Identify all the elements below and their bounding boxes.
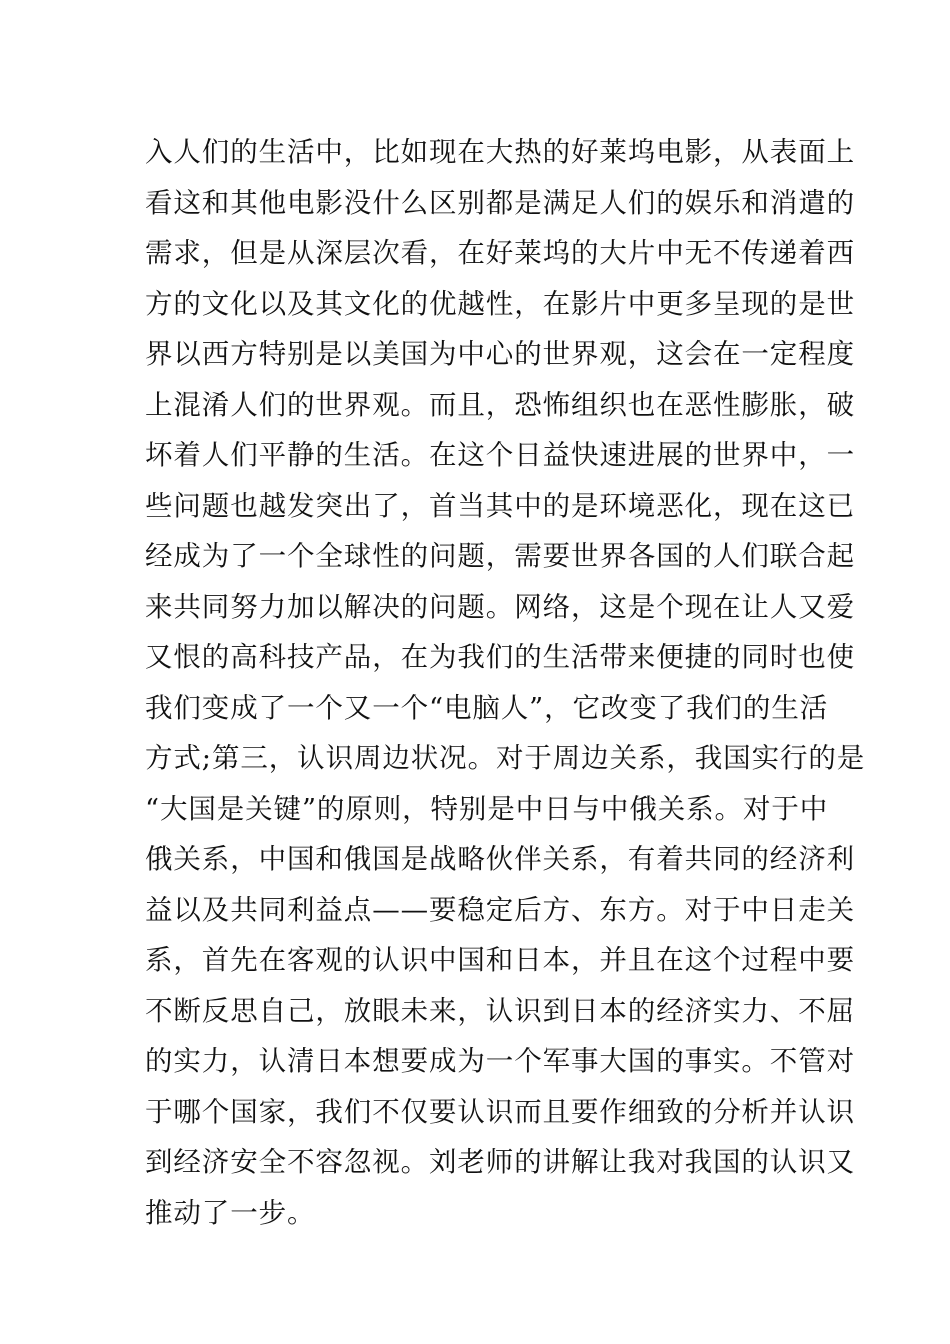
text-line: 于哪个国家，我们不仅要认识而且要作细致的分析并认识 (145, 1095, 855, 1128)
text-line: “大国是关键”的原则，特别是中日与中俄关系。对于中 (145, 792, 829, 825)
text-line: 来共同努力加以解决的问题。网络，这是个现在让人又爱 (145, 590, 855, 623)
text-line: 我们变成了一个又一个“电脑人”，它改变了我们的生活 (145, 691, 829, 724)
text-line: 看这和其他电影没什么区别都是满足人们的娱乐和消遣的 (145, 186, 855, 219)
text-line: 上混淆人们的世界观。而且，恐怖组织也在恶性膨胀，破 (145, 388, 855, 421)
text-line: 不断反思自己，放眼未来，认识到日本的经济实力、不屈 (145, 994, 855, 1027)
text-line: 经成为了一个全球性的问题，需要世界各国的人们联合起 (145, 540, 855, 572)
text-line: 些问题也越发突出了，首当其中的是环境恶化，现在这已 (145, 489, 855, 522)
text-line: 方的文化以及其文化的优越性，在影片中更多呈现的是世 (145, 287, 855, 320)
text-line: 益以及共同利益点——要稳定后方、东方。对于中日走关 (145, 893, 855, 926)
text-line: 到经济安全不容忽视。刘老师的讲解让我对我国的认识又 (145, 1146, 855, 1178)
text-line: 俄关系，中国和俄国是战略伙伴关系，有着共同的经济利 (145, 843, 855, 875)
text-line: 的实力，认清日本想要成为一个军事大国的事实。不管对 (145, 1045, 855, 1077)
text-line: 又恨的高科技产品，在为我们的生活带来便捷的同时也使 (145, 641, 855, 673)
text-line: 推动了一步。 (145, 1196, 316, 1229)
text-line: 方式;第三，认识周边状况。对于周边关系，我国实行的是 (145, 742, 866, 774)
text-line: 入人们的生活中，比如现在大热的好莱坞电影，从表面上 (145, 136, 855, 168)
body-paragraph (145, 127, 866, 1238)
text-line: 系，首先在客观的认识中国和日本，并且在这个过程中要 (145, 944, 855, 976)
text-line: 界以西方特别是以美国为中心的世界观，这会在一定程度 (145, 338, 855, 370)
text-line: 坏着人们平静的生活。在这个日益快速进展的世界中，一 (145, 439, 855, 471)
text-line: 需求，但是从深层次看，在好莱坞的大片中无不传递着西 (145, 237, 855, 269)
